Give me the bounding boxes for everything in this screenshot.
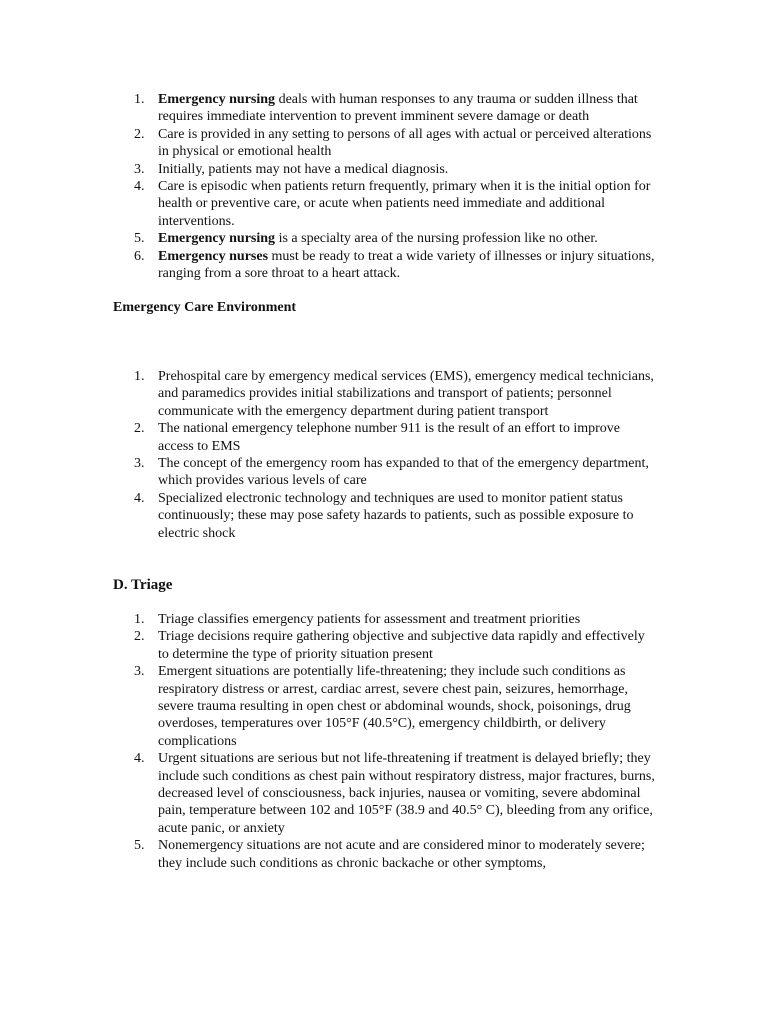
item-number: 6. [134,248,145,264]
list-item [134,230,658,247]
list-item [134,126,658,161]
item-text: Emergent situations are potentially life-threatening; they include such conditions as respiratory distress or arrest, cardiac arrest, severe chest pain, seizures, hemorrhage, severe trauma resulting in open chest or abdominal wounds, shock, poisonings, drug overdoses, temperatures over 105°F (40.5°C), emergency childbirth, or delivery complications [158,664,631,749]
list-item [134,490,658,542]
item-text: Specialized electronic technology and techniques are used to monitor patient status continuously; these may pose safety hazards to patients, such as possible exposure to electric shock [158,490,634,541]
list-item [134,420,658,455]
list-item [134,178,658,230]
list-item [134,161,658,178]
item-text: The concept of the emergency room has expanded to that of the emergency department, which provides various levels of care [158,456,649,489]
item-number: 5. [134,838,145,854]
list-item [134,611,658,628]
item-text: Nonemergency situations are not acute and are considered minor to moderately severe; they include such conditions as chronic backache or other symptoms, [158,838,645,871]
list-item [134,248,658,283]
bold-term: Emergency nursing [158,231,276,247]
care-environment-list [134,368,658,542]
item-number: 3. [134,161,145,177]
item-number: 4. [134,490,145,506]
item-text: must be ready to treat a wide variety of illnesses or injury situations, ranging from a sore throat to a heart attack. [158,248,655,282]
item-text: deals with human responses to any trauma or sudden illness that requires immediate intervention to prevent imminent severe damage or death [158,92,638,125]
item-number: 1. [134,92,145,107]
item-text: The national emergency telephone number 911 is the result of an effort to improve access to EMS [158,421,620,454]
section-heading-emergency-care-environment: Emergency Care Environment [113,300,297,315]
item-number: 2. [134,126,145,142]
emergency-nursing-list [134,91,658,282]
item-text: Urgent situations are serious but not life-threatening if treatment is delayed briefly; they include such conditions as chest pain without respiratory distress, major fractures, burns, decreased level of consciousness, back injuries, nausea or vomiting, severe abdominal pain, temperature between 102 and 105°F (38.9 and 40.5° C), bleeding from any orifice, acute panic, or anxiety [158,751,655,836]
triage-list [134,611,658,872]
list-item [134,455,658,490]
list-item [134,837,658,872]
item-number: 1. [134,369,145,384]
item-number: 2. [134,421,145,437]
bold-term: Emergency nurses [158,248,269,264]
list-item [134,750,658,837]
item-number: 4. [134,179,145,195]
section-heading-triage: D. Triage [113,577,173,593]
bold-term: Emergency nursing [158,92,276,107]
list-item [134,663,658,750]
item-text: Care is provided in any setting to persons of all ages with actual or perceived alterations in physical or emotional health [158,126,652,160]
item-text: Triage decisions require gathering objective and subjective data rapidly and effectively to determine the type of priority situation present [158,629,645,662]
item-number: 5. [134,231,145,247]
item-number: 3. [134,664,145,680]
list-item [134,91,658,126]
item-text: Initially, patients may not have a medical diagnosis. [158,161,449,177]
list-item [134,628,658,663]
item-text: is a specialty area of the nursing profession like no other. [275,231,598,247]
item-number: 2. [134,629,145,645]
list-item [134,368,658,420]
item-number: 4. [134,751,145,767]
item-number: 1. [134,612,145,627]
item-text: Triage classifies emergency patients for assessment and treatment priorities [158,612,581,627]
item-number: 3. [134,456,145,472]
item-text: Care is episodic when patients return frequently, primary when it is the initial option for health or preventive care, or acute when patients need immediate and additional interventions. [158,179,651,229]
item-text: Prehospital care by emergency medical services (EMS), emergency medical technicians, and paramedics provides initial stabilizations and transport of patients; personnel communicate with the emergency department during patient transport [158,369,654,419]
